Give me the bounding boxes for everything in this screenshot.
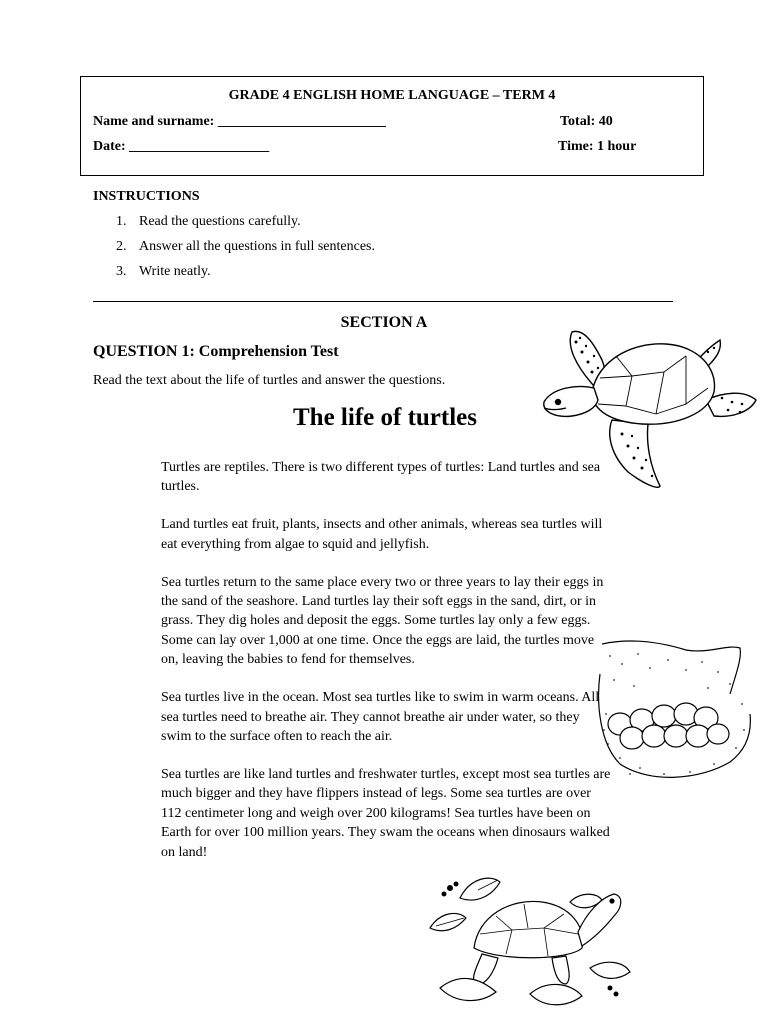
section-heading: SECTION A: [340, 314, 428, 331]
paragraph: Sea turtles are like land turtles and freshwater turtles, except most sea turtles are much bigger and they have flippers instead of legs. Some sea turtles are over 112 centimeter long and weigh over 200 kilograms! Sea turtles have been on Earth for over 100 million years. They swam the oceans when dinosaurs walked on land!: [161, 766, 611, 860]
instructions-list: [116, 213, 375, 288]
time-limit: Time: 1 hour: [558, 139, 637, 154]
paragraph: Turtles are reptiles. There is two different types of turtles: Land turtles and sea turtles.: [161, 460, 601, 495]
paragraph: Sea turtles return to the same place every two or three years to lay their eggs in the sand of the seashore. Land turtles lay their soft eggs in the sand, dirt, or in grass. They dig holes and deposit the eggs. Some turtles lay only a few eggs. Some can lay over 1,000 at one time. Once the eggs are laid, the turtles move on, leaving the babies to fend for themselves.: [161, 574, 604, 668]
name-field-label: Name and surname: ________________________: [93, 114, 386, 129]
land-turtle-icon: [420, 868, 640, 1018]
header-box: [80, 76, 704, 176]
turtle-eggs-icon: [590, 634, 758, 786]
worksheet-title: GRADE 4 ENGLISH HOME LANGUAGE – TERM 4: [228, 88, 556, 103]
list-item: 1. Read the questions carefully.: [116, 214, 301, 229]
question-intro: Read the text about the life of turtles and answer the questions.: [93, 373, 446, 388]
list-item: 2. Answer all the questions in full sentences.: [116, 239, 376, 254]
divider: [93, 301, 673, 302]
paragraph: Land turtles eat fruit, plants, insects and other animals, whereas sea turtles will eat everything from algae to squid and jellyfish.: [161, 517, 603, 552]
sea-turtle-icon: [536, 326, 760, 492]
list-item: 3. Write neatly.: [116, 264, 211, 279]
story-title: The life of turtles: [293, 404, 477, 431]
total-marks: Total: 40: [560, 114, 613, 129]
question-title: QUESTION 1: Comprehension Test: [93, 343, 339, 360]
instructions-heading: INSTRUCTIONS: [93, 189, 200, 204]
date-field-label: Date: ____________________: [93, 139, 270, 154]
paragraph: Sea turtles live in the ocean. Most sea turtles like to swim in warm oceans. All sea turtles need to breathe air. They cannot breathe air under water, so they swim to the surface often to reach the air.: [161, 690, 600, 744]
story-text: [161, 458, 611, 880]
